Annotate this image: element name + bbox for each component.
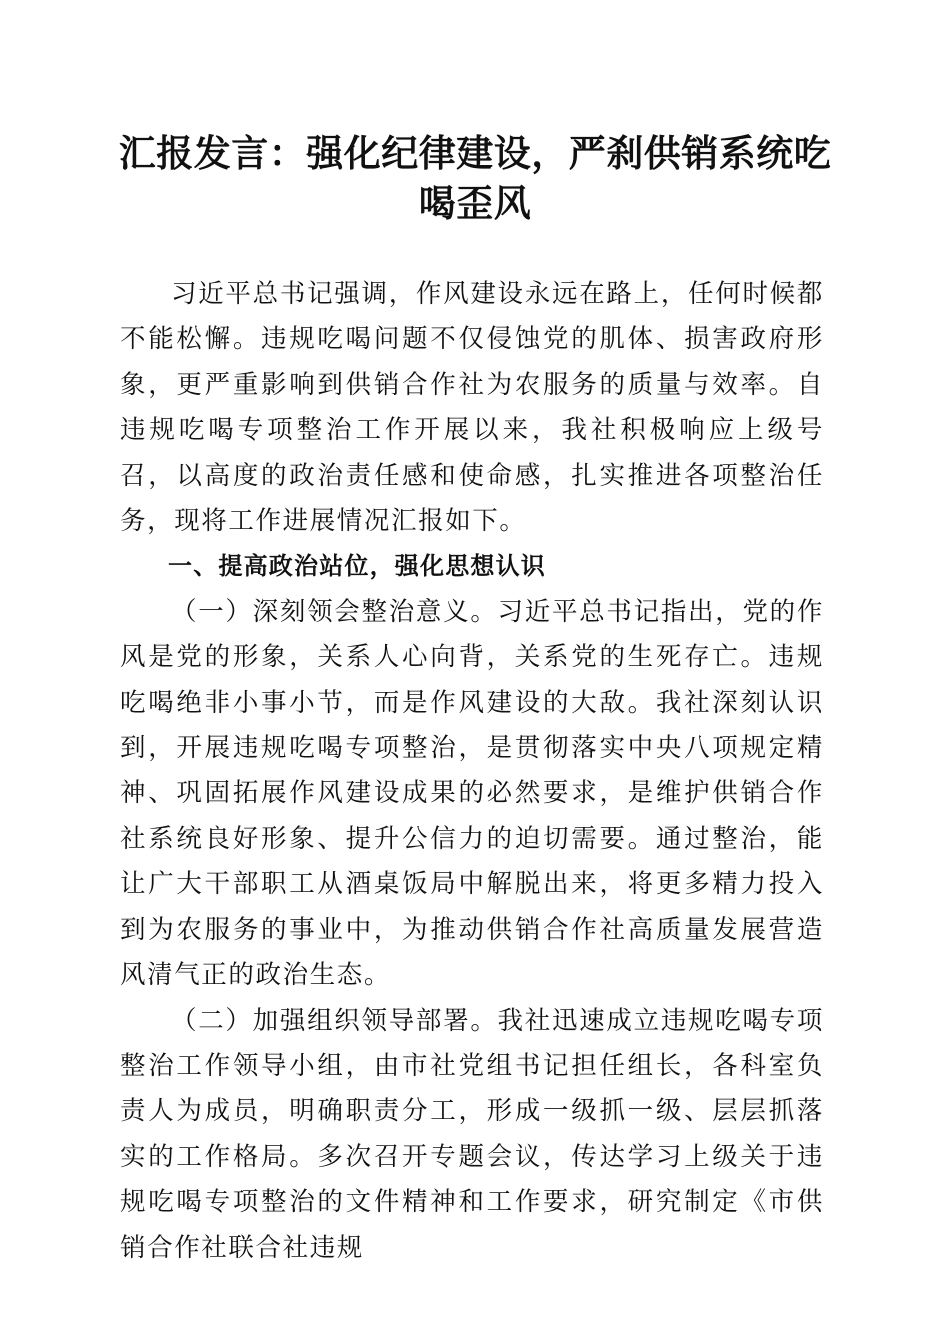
paragraph-2: （二）加强组织领导部署。我社迅速成立违规吃喝专项整治工作领导小组，由市社党组书记担任组长，各科室负责人为成员，明确职责分工，形成一级抓一级、层层抓落实的工作格局。多次召开专题会议，传达学习上级关于违规吃喝专项整治的文件精神和工作要求，研究制定《市供销合作社联合社违规	[120, 1005, 824, 1263]
intro-paragraph: 习近平总书记强调，作风建设永远在路上，任何时候都不能松懈。违规吃喝问题不仅侵蚀党的肌体、损害政府形象，更严重影响到供销合作社为农服务的质量与效率。自违规吃喝专项整治工作开展以来，我社积极响应上级号召，以高度的政治责任感和使命感，扎实推进各项整治任务，现将工作进展情况汇报如下。	[120, 279, 824, 537]
document-title: 汇报发言：强化纪律建设，严刹供销系统吃喝歪风	[118, 131, 832, 225]
paragraph-1: （一）深刻领会整治意义。习近平总书记指出，党的作风是党的形象，关系人心向背，关系党的生死存亡。违规吃喝绝非小事小节，而是作风建设的大敌。我社深刻认识到，开展违规吃喝专项整治，是贯彻落实中央八项规定精神、巩固拓展作风建设成果的必然要求，是维护供销合作社系统良好形象、提升公信力的迫切需要。通过整治，能让广大干部职工从酒桌饭局中解脱出来，将更多精力投入到为农服务的事业中，为推动供销合作社高质量发展营造风清气正的政治生态。	[120, 596, 824, 991]
document-body	[120, 272, 824, 1271]
section-1-heading: 一、提高政治站位，强化思想认识	[168, 552, 546, 581]
